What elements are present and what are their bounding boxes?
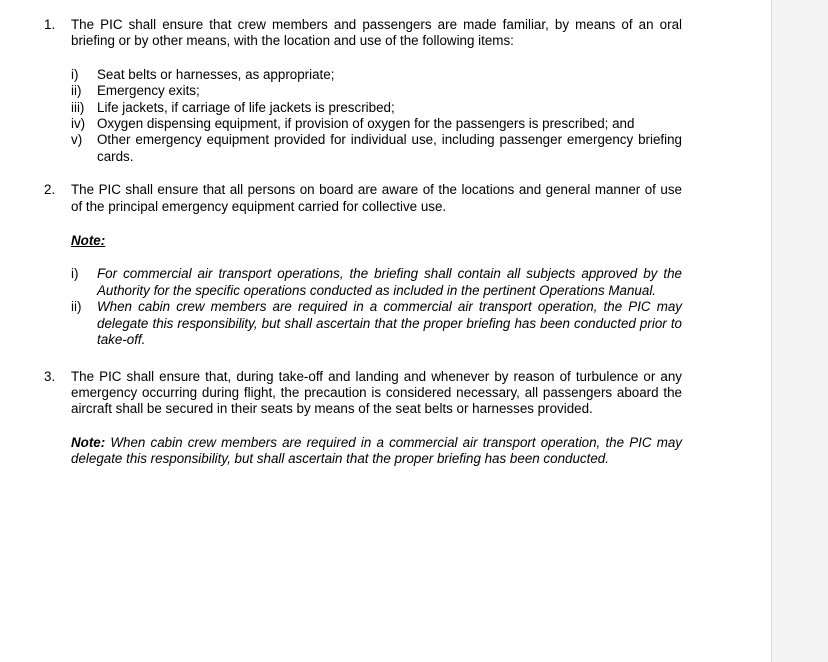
list-item-text: Other emergency equipment provided for individual use, including passenger emergency briefing cards. (97, 132, 682, 164)
note-text: When cabin crew members are required in a commercial air transport operation, the PIC may delegate this responsibility, but shall ascertain that the proper briefing has been conducted prior to take-off. (97, 299, 682, 348)
item-paragraph: The PIC shall ensure that, during take-off and landing and whenever by reason of turbulence or any emergency occurring during flight, the precaution is considered necessary, all passengers aboard the aircraft shall be secured in their seats by means of the seat belts or harnesses provided. (71, 368, 682, 417)
note-text: When cabin crew members are required in a commercial air transport operation, the PIC may delegate this responsibility, but shall ascertain that the proper briefing has been conducted. (71, 434, 682, 467)
note-label: Note: (71, 434, 106, 450)
list-marker: ii) (71, 83, 82, 99)
numbered-item-1 (44, 17, 682, 165)
inline-note (71, 435, 682, 468)
item-number: 1. (44, 17, 56, 32)
note-heading: Note: (71, 233, 106, 249)
note-text: For commercial air transport operations, the briefing shall contain all subjects approved by the Authority for the specific operations conducted as included in the pertinent Operations Manual. (97, 266, 682, 298)
list-marker: iv) (71, 116, 86, 132)
numbered-item-3 (44, 369, 682, 468)
item-1-sublist (71, 67, 682, 165)
item-number: 2. (44, 182, 56, 198)
note-marker: ii) (71, 299, 82, 315)
list-item-text: Oxygen dispensing equipment, if provision of oxygen for the passengers is prescribed; and (97, 116, 635, 132)
list-item (71, 132, 682, 165)
note-item (71, 299, 682, 348)
list-marker: v) (71, 132, 83, 148)
list-item-text: Life jackets, if carriage of life jackets is prescribed; (97, 99, 395, 115)
item-paragraph: The PIC shall ensure that all persons on board are aware of the locations and general manner of use of the principal emergency equipment carried for collective use. (71, 182, 682, 214)
viewer-side-gutter (771, 0, 828, 662)
note-marker: i) (71, 266, 79, 282)
item-paragraph: The PIC shall ensure that crew members and passengers are made familiar, by means of an oral briefing or by other means, with the location and use of the following items: (71, 17, 682, 49)
list-marker: iii) (71, 99, 85, 115)
list-item-text: Seat belts or harnesses, as appropriate; (97, 66, 335, 82)
note-item (71, 266, 682, 299)
list-item (71, 100, 682, 116)
numbered-item-2 (44, 182, 682, 348)
item-number: 3. (44, 368, 56, 384)
list-item (71, 67, 682, 83)
list-item-text: Emergency exits; (97, 83, 200, 99)
page-content (44, 17, 682, 468)
item-2-notes (71, 266, 682, 348)
list-item (71, 116, 682, 132)
list-marker: i) (71, 66, 79, 82)
list-item (71, 83, 682, 99)
